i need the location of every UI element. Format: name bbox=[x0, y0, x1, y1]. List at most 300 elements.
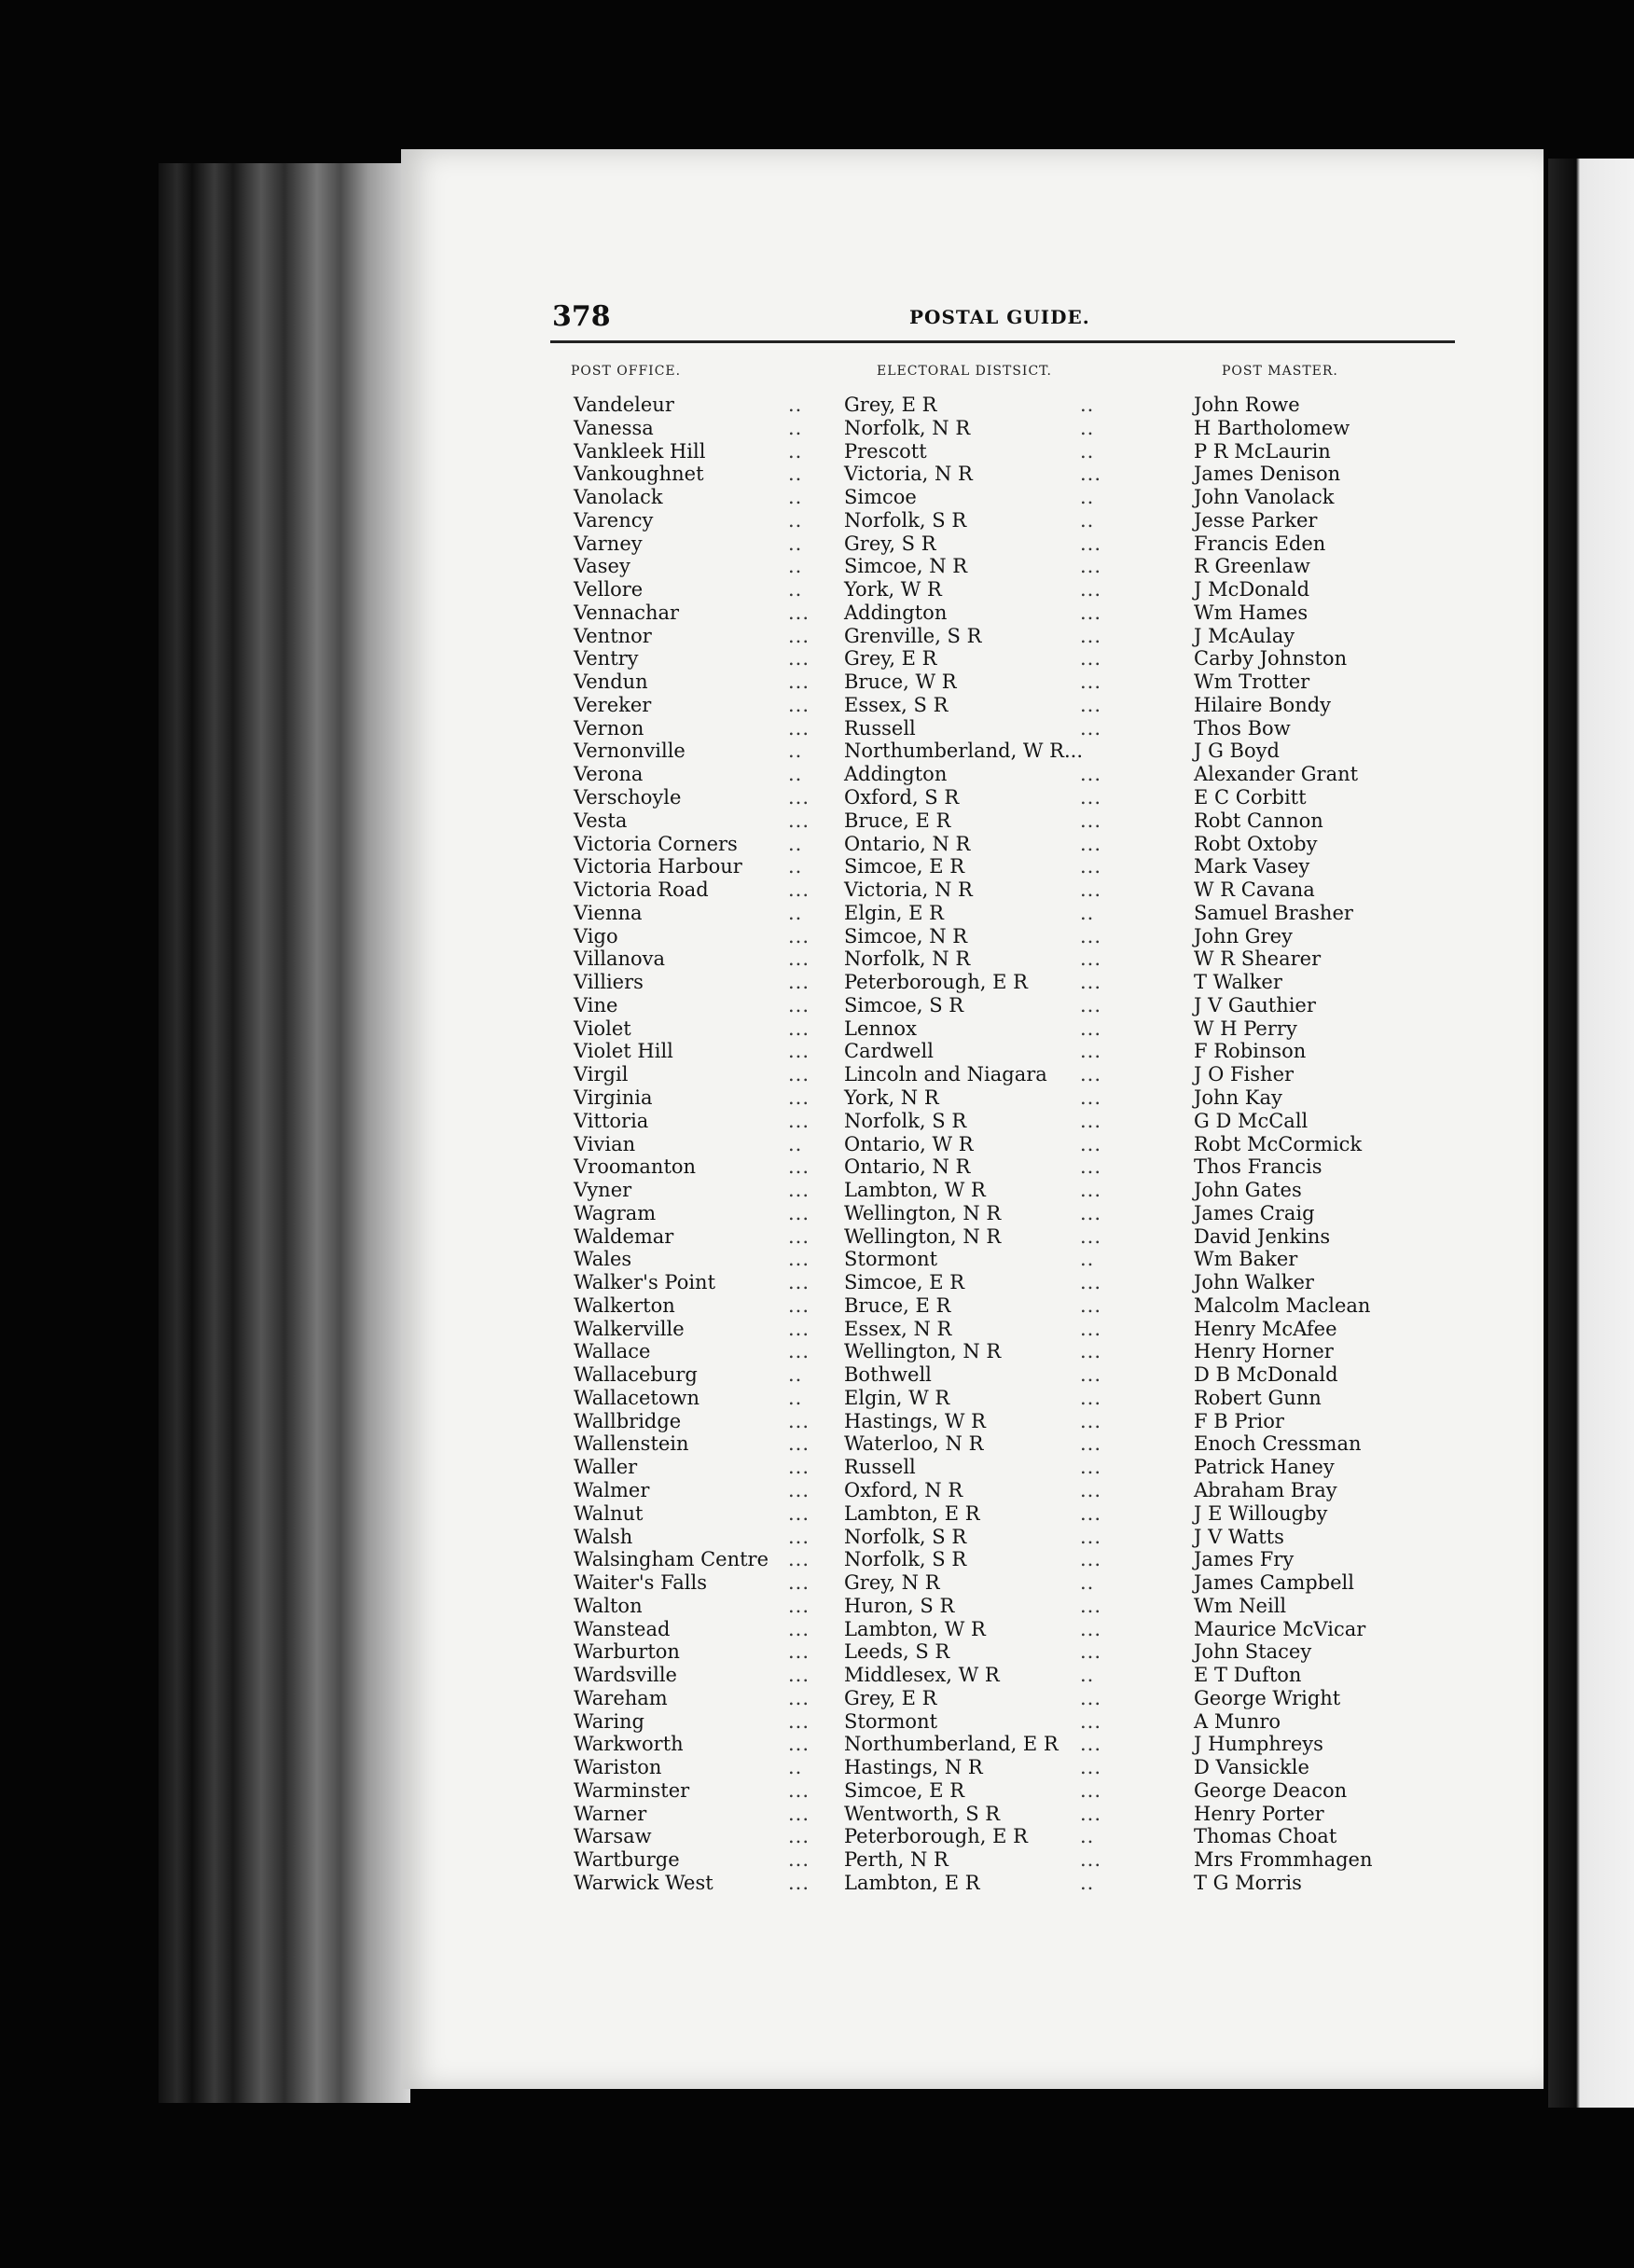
list-item bbox=[401, 1872, 1544, 1895]
list-item bbox=[401, 1202, 1544, 1225]
leader-dots: .. bbox=[1080, 394, 1095, 416]
list-item bbox=[401, 1133, 1544, 1156]
list-item bbox=[401, 417, 1544, 440]
post-master-name: F B Prior bbox=[1194, 1409, 1284, 1432]
post-office-name: Vesta bbox=[574, 809, 628, 832]
electoral-district: Grenville, S R bbox=[844, 624, 982, 647]
list-item bbox=[401, 1456, 1544, 1479]
leader-dots: .. bbox=[788, 855, 803, 878]
list-item bbox=[401, 555, 1544, 578]
post-office-name: Varency bbox=[574, 508, 654, 532]
leader-dots: ... bbox=[1080, 1548, 1102, 1571]
leader-dots: .. bbox=[788, 901, 803, 924]
post-office-name: Verona bbox=[574, 763, 644, 786]
leader-dots: .. bbox=[1080, 1571, 1095, 1595]
leader-dots: ... bbox=[788, 1293, 810, 1317]
leader-dots: ... bbox=[788, 1456, 810, 1479]
post-master-name: J McDonald bbox=[1194, 578, 1310, 602]
list-item bbox=[401, 786, 1544, 809]
leader-dots: ... bbox=[788, 1478, 810, 1501]
post-master-name: Enoch Cressman bbox=[1194, 1432, 1362, 1456]
electoral-district: Norfolk, S R bbox=[844, 508, 967, 532]
post-master-name: George Deacon bbox=[1194, 1778, 1348, 1802]
post-office-name: Walker's Point bbox=[574, 1271, 716, 1294]
post-office-name: Wallbridge bbox=[574, 1409, 682, 1432]
electoral-district: Lambton, E R bbox=[844, 1872, 980, 1894]
leader-dots: ... bbox=[788, 1664, 810, 1687]
post-master-name: James Craig bbox=[1194, 1201, 1315, 1224]
electoral-district: Stormont bbox=[844, 1248, 938, 1271]
leader-dots: ... bbox=[1080, 832, 1102, 855]
list-item bbox=[401, 1271, 1544, 1294]
electoral-district: Addington bbox=[844, 601, 948, 624]
leader-dots: ... bbox=[1080, 624, 1102, 647]
leader-dots: ... bbox=[788, 624, 810, 647]
post-master-name: J G Boyd bbox=[1194, 740, 1280, 763]
list-item bbox=[401, 902, 1544, 925]
post-master-name: W R Cavana bbox=[1194, 878, 1315, 902]
post-master-name: David Jenkins bbox=[1194, 1224, 1331, 1248]
leader-dots: ... bbox=[1080, 1224, 1102, 1248]
electoral-district: Grey, S R bbox=[844, 532, 936, 555]
leader-dots: ... bbox=[1080, 1848, 1102, 1872]
electoral-district: Lambton, E R bbox=[844, 1501, 980, 1525]
post-office-name: Violet Hill bbox=[574, 1040, 673, 1063]
electoral-district: Leeds, S R bbox=[844, 1640, 950, 1664]
electoral-district: Bruce, W R bbox=[844, 671, 957, 694]
leader-dots: .. bbox=[1080, 439, 1095, 463]
electoral-district: Russell bbox=[844, 716, 916, 740]
post-office-name: Warner bbox=[574, 1802, 647, 1825]
post-master-name: T Walker bbox=[1194, 971, 1282, 994]
leader-dots: ... bbox=[788, 1016, 810, 1040]
electoral-district: Lennox bbox=[844, 1016, 917, 1040]
post-office-name: Vine bbox=[574, 993, 618, 1016]
post-master-name: Wm Hames bbox=[1194, 601, 1309, 624]
post-office-name: Vasey bbox=[574, 555, 630, 578]
post-master-name: E T Dufton bbox=[1194, 1664, 1302, 1687]
leader-dots: ... bbox=[788, 993, 810, 1016]
post-master-name: Francis Eden bbox=[1194, 532, 1326, 555]
leader-dots: .. bbox=[788, 832, 803, 855]
leader-dots: ... bbox=[1080, 1501, 1102, 1525]
electoral-district: Lincoln and Niagara bbox=[844, 1063, 1047, 1086]
post-master-name: Malcolm Maclean bbox=[1194, 1293, 1371, 1317]
leader-dots: ... bbox=[1080, 1432, 1102, 1456]
leader-dots: ... bbox=[1080, 1686, 1102, 1709]
post-master-name: D B McDonald bbox=[1194, 1363, 1338, 1387]
post-master-name: J V Watts bbox=[1194, 1525, 1284, 1548]
list-item bbox=[401, 1526, 1544, 1549]
post-master-name: G D McCall bbox=[1194, 1109, 1309, 1132]
post-master-name: Abraham Bray bbox=[1194, 1478, 1337, 1501]
leader-dots: ... bbox=[1080, 1733, 1102, 1756]
post-office-name: Vigo bbox=[574, 924, 618, 947]
leader-dots: ... bbox=[788, 786, 810, 809]
post-office-name: Warminster bbox=[574, 1778, 690, 1802]
electoral-district: Prescott bbox=[844, 439, 927, 463]
list-item bbox=[401, 1618, 1544, 1641]
post-master-name: Patrick Haney bbox=[1194, 1456, 1335, 1479]
post-office-name: Walmer bbox=[574, 1478, 650, 1501]
electoral-district: Grey, E R bbox=[844, 1686, 937, 1709]
running-title: POSTAL GUIDE. bbox=[909, 306, 1090, 328]
electoral-district: Norfolk, N R bbox=[844, 947, 971, 971]
post-office-list bbox=[401, 394, 1544, 1895]
post-office-name: Vernonville bbox=[574, 740, 685, 763]
post-office-name: Vernon bbox=[574, 716, 644, 740]
leader-dots: ... bbox=[1080, 716, 1102, 740]
electoral-district: Victoria, N R bbox=[844, 878, 973, 902]
leader-dots: ... bbox=[788, 1340, 810, 1363]
leader-dots: ... bbox=[1080, 671, 1102, 694]
leader-dots: ... bbox=[1080, 532, 1102, 555]
post-master-name: John Walker bbox=[1194, 1271, 1314, 1294]
electoral-district: Bruce, E R bbox=[844, 809, 951, 832]
post-office-name: Wanstead bbox=[574, 1617, 671, 1640]
post-office-name: Wareham bbox=[574, 1686, 668, 1709]
list-item bbox=[401, 1225, 1544, 1249]
post-office-name: Vivian bbox=[574, 1132, 636, 1155]
post-master-name: George Wright bbox=[1194, 1686, 1341, 1709]
post-office-name: Waller bbox=[574, 1456, 638, 1479]
leader-dots: ... bbox=[1080, 1525, 1102, 1548]
post-master-name: John Kay bbox=[1194, 1086, 1282, 1109]
leader-dots: .. bbox=[788, 1756, 803, 1779]
electoral-district: Northumberland, E R bbox=[844, 1733, 1059, 1756]
leader-dots: ... bbox=[1080, 1340, 1102, 1363]
list-item bbox=[401, 647, 1544, 671]
post-office-name: Warkworth bbox=[574, 1733, 684, 1756]
electoral-district: Essex, N R bbox=[844, 1317, 952, 1340]
electoral-district: York, W R bbox=[844, 578, 942, 602]
list-item bbox=[401, 532, 1544, 556]
list-item bbox=[401, 486, 1544, 509]
post-office-name: Victoria Road bbox=[574, 878, 709, 902]
leader-dots: .. bbox=[788, 394, 803, 416]
leader-dots: ... bbox=[788, 693, 810, 716]
post-office-name: Walnut bbox=[574, 1501, 644, 1525]
post-office-name: Walkerville bbox=[574, 1317, 685, 1340]
post-master-name: John Gates bbox=[1194, 1179, 1302, 1202]
electoral-district: Simcoe, N R bbox=[844, 555, 968, 578]
electoral-district: Bothwell bbox=[844, 1363, 932, 1387]
post-master-name: Robert Gunn bbox=[1194, 1386, 1322, 1409]
leader-dots: ... bbox=[788, 1409, 810, 1432]
leader-dots: ... bbox=[788, 1686, 810, 1709]
leader-dots: ... bbox=[1080, 555, 1102, 578]
post-master-name: Robt Oxtoby bbox=[1194, 832, 1318, 855]
post-master-name: R Greenlaw bbox=[1194, 555, 1310, 578]
list-item bbox=[401, 1387, 1544, 1410]
facing-page-edge bbox=[1548, 159, 1634, 2108]
post-master-name: D Vansickle bbox=[1194, 1756, 1309, 1779]
post-office-name: Villiers bbox=[574, 971, 644, 994]
list-item bbox=[401, 1248, 1544, 1271]
list-item bbox=[401, 1687, 1544, 1710]
leader-dots: ... bbox=[788, 1063, 810, 1086]
leader-dots: ... bbox=[1080, 1293, 1102, 1317]
leader-dots: ... bbox=[788, 947, 810, 971]
electoral-district: Lambton, W R bbox=[844, 1179, 986, 1202]
leader-dots: .. bbox=[1080, 901, 1095, 924]
list-item bbox=[401, 1040, 1544, 1063]
leader-dots: .. bbox=[788, 740, 803, 763]
post-office-name: Wariston bbox=[574, 1756, 662, 1779]
list-item bbox=[401, 509, 1544, 532]
post-master-name: Wm Baker bbox=[1194, 1248, 1298, 1271]
leader-dots: ... bbox=[788, 1155, 810, 1179]
electoral-district: Simcoe, S R bbox=[844, 993, 964, 1016]
post-master-name: W H Perry bbox=[1194, 1016, 1297, 1040]
leader-dots: ... bbox=[1080, 1802, 1102, 1825]
post-office-name: Vankleek Hill bbox=[574, 439, 706, 463]
leader-dots: ... bbox=[1080, 647, 1102, 671]
leader-dots: ... bbox=[788, 1709, 810, 1733]
electoral-district: Huron, S R bbox=[844, 1594, 955, 1617]
electoral-district: Simcoe, N R bbox=[844, 924, 968, 947]
column-header-post-master: POST MASTER. bbox=[1222, 364, 1338, 379]
leader-dots: ... bbox=[1080, 1109, 1102, 1132]
electoral-district: Oxford, S R bbox=[844, 786, 960, 809]
post-office-name: Virginia bbox=[574, 1086, 653, 1109]
leader-dots: ... bbox=[788, 1501, 810, 1525]
electoral-district: Peterborough, E R bbox=[844, 1825, 1028, 1848]
post-master-name: Wm Trotter bbox=[1194, 671, 1310, 694]
post-office-name: Wardsville bbox=[574, 1664, 677, 1687]
leader-dots: ... bbox=[1080, 1456, 1102, 1479]
leader-dots: ... bbox=[788, 924, 810, 947]
leader-dots: .. bbox=[788, 508, 803, 532]
list-item bbox=[401, 925, 1544, 948]
leader-dots: ... bbox=[788, 1848, 810, 1872]
electoral-district: Cardwell bbox=[844, 1040, 934, 1063]
leader-dots: ... bbox=[1080, 1478, 1102, 1501]
post-office-name: Wallacetown bbox=[574, 1386, 700, 1409]
post-office-name: Verschoyle bbox=[574, 786, 682, 809]
electoral-district: Lambton, W R bbox=[844, 1617, 986, 1640]
list-item bbox=[401, 694, 1544, 717]
list-item bbox=[401, 1063, 1544, 1086]
leader-dots: ... bbox=[1080, 924, 1102, 947]
list-item bbox=[401, 994, 1544, 1017]
electoral-district: Norfolk, N R bbox=[844, 416, 971, 439]
electoral-district: Ontario, W R bbox=[844, 1132, 974, 1155]
post-master-name: J Humphreys bbox=[1194, 1733, 1323, 1756]
leader-dots: .. bbox=[788, 763, 803, 786]
leader-dots: ... bbox=[788, 1224, 810, 1248]
list-item bbox=[401, 1410, 1544, 1433]
leader-dots: ... bbox=[788, 809, 810, 832]
leader-dots: ... bbox=[1080, 1617, 1102, 1640]
post-master-name: W R Shearer bbox=[1194, 947, 1322, 971]
electoral-district: Ontario, N R bbox=[844, 832, 971, 855]
electoral-district: Russell bbox=[844, 1456, 916, 1479]
post-office-name: Wallaceburg bbox=[574, 1363, 698, 1387]
electoral-district: Wellington, N R bbox=[844, 1340, 1002, 1363]
post-master-name: P R McLaurin bbox=[1194, 439, 1331, 463]
electoral-district: Simcoe, E R bbox=[844, 855, 965, 878]
list-item bbox=[401, 1155, 1544, 1179]
electoral-district: Norfolk, S R bbox=[844, 1548, 967, 1571]
post-master-name: James Denison bbox=[1194, 463, 1341, 486]
leader-dots: ... bbox=[1080, 1179, 1102, 1202]
leader-dots: ... bbox=[788, 671, 810, 694]
list-item bbox=[401, 1548, 1544, 1571]
leader-dots: ... bbox=[788, 1872, 810, 1894]
post-office-name: Walsh bbox=[574, 1525, 633, 1548]
leader-dots: ... bbox=[1080, 1016, 1102, 1040]
post-office-name: Victoria Harbour bbox=[574, 855, 742, 878]
electoral-district: Hastings, W R bbox=[844, 1409, 986, 1432]
post-master-name: E C Corbitt bbox=[1194, 786, 1307, 809]
leader-dots: ... bbox=[1080, 786, 1102, 809]
post-office-name: Violet bbox=[574, 1016, 631, 1040]
list-item bbox=[401, 1595, 1544, 1618]
leader-dots: ... bbox=[1080, 1040, 1102, 1063]
leader-dots: ... bbox=[1080, 1317, 1102, 1340]
list-item bbox=[401, 1363, 1544, 1387]
leader-dots: .. bbox=[788, 1386, 803, 1409]
electoral-district: Waterloo, N R bbox=[844, 1432, 984, 1456]
post-master-name: Wm Neill bbox=[1194, 1594, 1287, 1617]
post-master-name: Thos Bow bbox=[1194, 716, 1291, 740]
electoral-district: Hastings, N R bbox=[844, 1756, 983, 1779]
post-master-name: Jesse Parker bbox=[1194, 508, 1318, 532]
post-master-name: J O Fisher bbox=[1194, 1063, 1295, 1086]
list-item bbox=[401, 1848, 1544, 1872]
leader-dots: ... bbox=[1080, 1201, 1102, 1224]
leader-dots: ... bbox=[1080, 1271, 1102, 1294]
list-item bbox=[401, 1710, 1544, 1734]
electoral-district: Wellington, N R bbox=[844, 1224, 1002, 1248]
list-item bbox=[401, 717, 1544, 740]
leader-dots: ... bbox=[1080, 693, 1102, 716]
electoral-district: Stormont bbox=[844, 1709, 938, 1733]
electoral-district: Ontario, N R bbox=[844, 1155, 971, 1179]
post-master-name: John Vanolack bbox=[1194, 486, 1335, 509]
leader-dots: ... bbox=[1080, 1386, 1102, 1409]
list-item bbox=[401, 1432, 1544, 1456]
leader-dots: ... bbox=[788, 878, 810, 902]
post-master-name: Hilaire Bondy bbox=[1194, 693, 1332, 716]
list-item bbox=[401, 463, 1544, 486]
post-office-name: Waring bbox=[574, 1709, 645, 1733]
post-office-name: Varney bbox=[574, 532, 643, 555]
post-master-name: Thomas Choat bbox=[1194, 1825, 1337, 1848]
leader-dots: ... bbox=[1080, 1756, 1102, 1779]
list-item bbox=[401, 1017, 1544, 1041]
post-master-name: Mrs Frommhagen bbox=[1194, 1848, 1373, 1872]
post-master-name: F Robinson bbox=[1194, 1040, 1307, 1063]
leader-dots: .. bbox=[788, 439, 803, 463]
column-header-electoral-district: ELECTORAL DISTSICT. bbox=[877, 364, 1052, 379]
list-item bbox=[401, 1756, 1544, 1779]
list-item bbox=[401, 440, 1544, 463]
leader-dots: ... bbox=[788, 1733, 810, 1756]
leader-dots: ... bbox=[788, 1778, 810, 1802]
list-item bbox=[401, 833, 1544, 856]
leader-dots: ... bbox=[788, 1594, 810, 1617]
post-office-name: Wagram bbox=[574, 1201, 657, 1224]
post-office-name: Warwick West bbox=[574, 1872, 713, 1894]
post-office-name: Vyner bbox=[574, 1179, 632, 1202]
electoral-district: Wentworth, S R bbox=[844, 1802, 1001, 1825]
list-item bbox=[401, 671, 1544, 694]
leader-dots: ... bbox=[1080, 878, 1102, 902]
electoral-district: Simcoe bbox=[844, 486, 917, 509]
list-item bbox=[401, 1571, 1544, 1595]
leader-dots: .. bbox=[788, 532, 803, 555]
leader-dots: .. bbox=[1080, 486, 1095, 509]
list-item bbox=[401, 1803, 1544, 1826]
book-page-edges bbox=[159, 163, 410, 2103]
list-item bbox=[401, 971, 1544, 994]
header-rule bbox=[550, 340, 1455, 343]
list-item bbox=[401, 1294, 1544, 1318]
leader-dots: .. bbox=[1080, 416, 1095, 439]
leader-dots: ... bbox=[1080, 1594, 1102, 1617]
leader-dots: ... bbox=[1080, 463, 1102, 486]
post-master-name: Henry Porter bbox=[1194, 1802, 1324, 1825]
leader-dots: ... bbox=[788, 1432, 810, 1456]
leader-dots: ... bbox=[1080, 1640, 1102, 1664]
post-master-name: Maurice McVicar bbox=[1194, 1617, 1366, 1640]
post-office-name: Vanolack bbox=[574, 486, 663, 509]
electoral-district: Perth, N R bbox=[844, 1848, 949, 1872]
leader-dots: ... bbox=[788, 601, 810, 624]
leader-dots: ... bbox=[788, 1548, 810, 1571]
post-office-name: Vankoughnet bbox=[574, 463, 704, 486]
document-page bbox=[401, 149, 1544, 2089]
post-master-name: John Stacey bbox=[1194, 1640, 1312, 1664]
electoral-district: Northumberland, W R... bbox=[844, 740, 1084, 763]
leader-dots: ... bbox=[788, 1271, 810, 1294]
post-office-name: Victoria Corners bbox=[574, 832, 738, 855]
leader-dots: ... bbox=[788, 647, 810, 671]
leader-dots: ... bbox=[788, 971, 810, 994]
list-item bbox=[401, 1318, 1544, 1341]
post-master-name: J McAulay bbox=[1194, 624, 1295, 647]
electoral-district: Bruce, E R bbox=[844, 1293, 951, 1317]
electoral-district: Norfolk, S R bbox=[844, 1525, 967, 1548]
leader-dots: .. bbox=[1080, 1248, 1095, 1271]
electoral-district: Middlesex, W R bbox=[844, 1664, 1000, 1687]
electoral-district: Norfolk, S R bbox=[844, 1109, 967, 1132]
list-item bbox=[401, 1086, 1544, 1110]
post-office-name: Vittoria bbox=[574, 1109, 649, 1132]
list-item bbox=[401, 1640, 1544, 1664]
leader-dots: ... bbox=[1080, 1086, 1102, 1109]
leader-dots: .. bbox=[788, 463, 803, 486]
electoral-district: Peterborough, E R bbox=[844, 971, 1028, 994]
leader-dots: ... bbox=[1080, 601, 1102, 624]
list-item bbox=[401, 855, 1544, 878]
post-office-name: Warsaw bbox=[574, 1825, 652, 1848]
post-master-name: J V Gauthier bbox=[1194, 993, 1316, 1016]
post-office-name: Walkerton bbox=[574, 1293, 675, 1317]
post-office-name: Vienna bbox=[574, 901, 643, 924]
list-item bbox=[401, 394, 1544, 417]
electoral-district: Elgin, E R bbox=[844, 901, 944, 924]
leader-dots: ... bbox=[788, 1802, 810, 1825]
leader-dots: ... bbox=[1080, 763, 1102, 786]
post-master-name: John Grey bbox=[1194, 924, 1293, 947]
post-office-name: Vendun bbox=[574, 671, 648, 694]
leader-dots: ... bbox=[788, 1248, 810, 1271]
post-master-name: Robt McCormick bbox=[1194, 1132, 1363, 1155]
post-master-name: Henry McAfee bbox=[1194, 1317, 1337, 1340]
